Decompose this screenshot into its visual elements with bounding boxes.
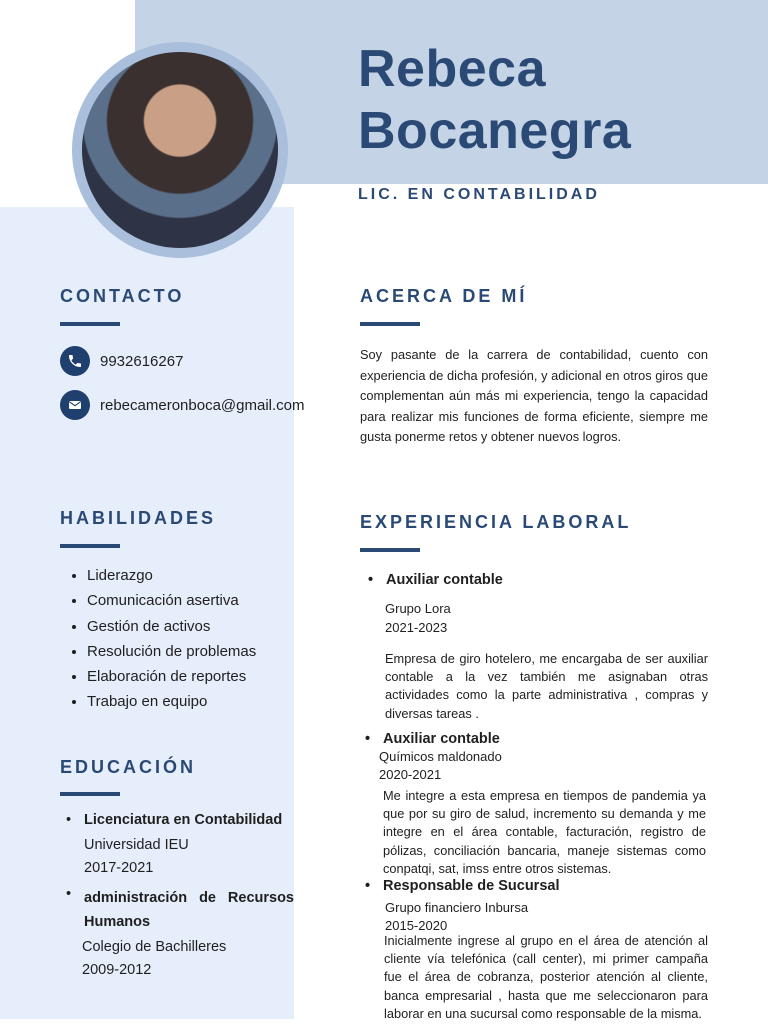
email-icon	[60, 390, 90, 420]
education-heading-rule	[60, 792, 120, 796]
contact-phone	[60, 346, 183, 376]
job-company: Químicos maldonado	[379, 749, 502, 764]
about-heading-rule	[360, 322, 420, 326]
education-school: Colegio de Bachilleres	[82, 939, 227, 955]
skills-heading: HABILIDADES	[60, 508, 217, 528]
about-heading: ACERCA DE MÍ	[360, 286, 528, 306]
job-years: 2015-2020	[385, 918, 448, 933]
education-list	[66, 812, 294, 982]
education-degree: Licenciatura en Contabilidad	[84, 812, 283, 828]
job-description: Inicialmente ingrese al grupo en el área de atención al cliente vía telefónica (call center), mi primer campaña fue el área de cobranza, posterior atención al cliente, banca empresarial , hasta que me seleccionaron para laborar en una sucursal como responsable de la misma.	[384, 933, 708, 1021]
job-years: 2021-2023	[385, 620, 448, 635]
contact-email	[60, 390, 305, 420]
job-description: Empresa de giro hotelero, me encargaba de ser auxiliar contable a la vez también me asignaban otras actividades como la parte administrativa , compras y diversas tareas .	[385, 651, 708, 721]
first-name: Rebeca	[358, 40, 546, 98]
list-item: • Elaboración de reportes	[87, 664, 256, 689]
list-item: • Resolución de problemas	[87, 639, 256, 664]
avatar	[82, 52, 278, 248]
job-description: Me integre a esta empresa en tiempos de pandemia ya que por su giro de salud, incremento su demanda y me integre en el área contable, facturación, registro de pólizas, conciliación bancaria, maneje sistemas como conpatqi, sat, imss entre otros sistemas.	[383, 788, 706, 876]
job-title: • Auxiliar contable	[365, 731, 500, 747]
last-name: Bocanegra	[358, 102, 632, 160]
education-years: 2009-2012	[82, 962, 152, 978]
job-title: • Responsable de Sucursal	[365, 878, 560, 894]
education-heading: EDUCACIÓN	[60, 757, 197, 777]
experience-heading-rule	[360, 548, 420, 552]
profile-photo	[72, 42, 288, 258]
job-title-subtitle: LIC. EN CONTABILIDAD	[358, 186, 600, 203]
job-title: • Auxiliar contable	[368, 572, 503, 588]
list-item: • Comunicación asertiva	[87, 588, 256, 613]
page-title	[358, 38, 631, 162]
phone-number[interactable]: 9932616267	[100, 352, 184, 370]
job-company: Grupo Lora	[385, 601, 451, 616]
list-item: • Licenciatura en Contabilidad	[66, 812, 283, 828]
skills-list	[60, 563, 256, 715]
list-item: • Trabajo en equipo	[87, 689, 256, 714]
contact-heading-rule	[60, 322, 120, 326]
list-item: • administración de Recursos Humanos	[66, 886, 294, 934]
education-school: Universidad IEU	[84, 837, 189, 853]
about-text: Soy pasante de la carrera de contabilidad, cuento con experiencia de dicha profesión, y adicional en otros giros que complementan aún más mi experiencia, tengo la capacidad para realizar mis funciones de forma eficiente, siempre me gusta ponerme retos y obtener nuevos logros.	[360, 347, 708, 444]
job-company: Grupo financiero Inbursa	[385, 900, 529, 915]
education-years: 2017-2021	[84, 860, 154, 876]
skills-heading-rule	[60, 544, 120, 548]
experience-heading: EXPERIENCIA LABORAL	[360, 512, 632, 532]
email-address[interactable]: rebecameronboca@gmail.com	[100, 396, 305, 414]
job-years: 2020-2021	[379, 767, 442, 782]
list-item: • Liderazgo	[87, 563, 256, 588]
contact-heading: CONTACTO	[60, 286, 185, 306]
list-item: • Gestión de activos	[87, 614, 256, 639]
phone-icon	[60, 346, 90, 376]
education-degree: administración de Recursos Humanos	[84, 890, 294, 930]
